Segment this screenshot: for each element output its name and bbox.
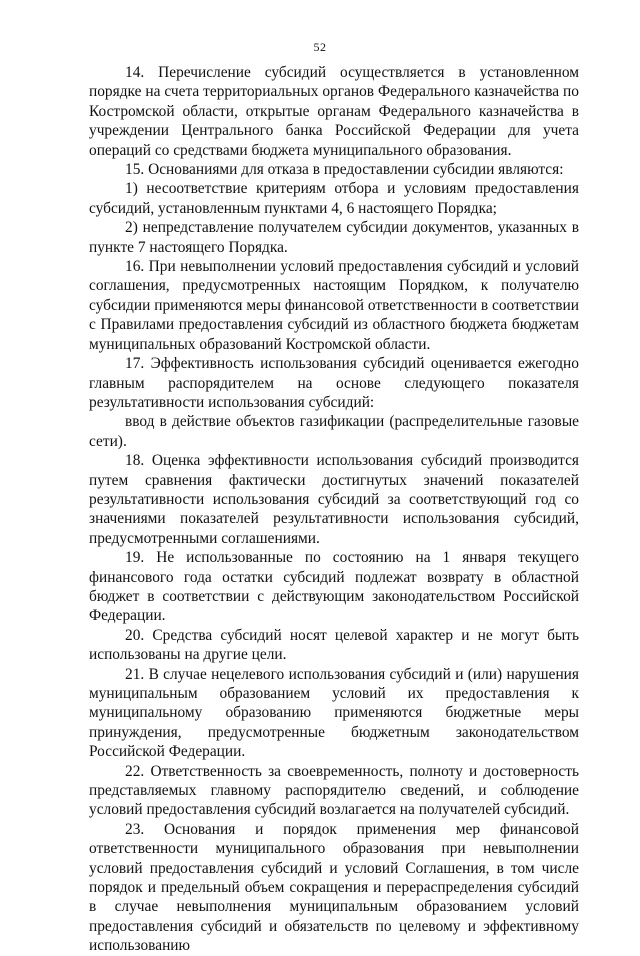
paragraph-15: 15. Основаниями для отказа в предоставлении субсидии являются: — [125, 161, 564, 179]
paragraph-19: 19. Не использованные по состоянию на 1 января текущего финансового года остатки субсидий подлежат возврату в областной бюджет в соответствии с действующим законодательством Российской Федерации. — [89, 549, 579, 625]
paragraph-20: 20. Средства субсидий носят целевой характер и не могут быть использованы на другие цели. — [89, 626, 579, 664]
paragraph-15-item-1: 1) несоответствие критериям отбора и условиям предоставления субсидий, установленным пунктами 4, 6 настоящего Порядка; — [89, 180, 579, 217]
paragraph-18: 18. Оценка эффективности использования субсидий производится путем сравнения фактически достигнутых значений показателей результативности использования субсидий за соответствующий год со значениями показателей результативности использования субсидий, предусмотренными соглашениями. — [89, 452, 579, 547]
paragraph-17-indicator: ввод в действие объектов газификации (распределительные газовые сети). — [89, 413, 579, 450]
paragraph-16: 16. При невыполнении условий предоставления субсидий и условий соглашения, предусмотренных настоящим Порядком, к получателю субсидии применяются меры финансовой ответственности в соответствии с Правилами предоставления субсидий из областного бюджета бюджетам муниципальных образований Костромской области. — [89, 258, 579, 353]
page-number: 52 — [313, 40, 327, 54]
paragraph-22: 22. Ответственность за своевременность, полноту и достоверность представляемых главному распорядителю сведений, и соблюдение условий предоставления субсидий возлагается на получателей субсидий. — [89, 762, 579, 819]
paragraph-14: 14. Перечисление субсидий осуществляется в установленном порядке на счета территориальных органов Федерального казначейства по Костромской области, открытые органам Федерального казначейства в учреждении Центрального банка Российской Федерации для учета операций со средствами бюджета муниципального образования. — [89, 64, 579, 159]
paragraph-17: 17. Эффективность использования субсидий оценивается ежегодно главным распорядителем на основе следующего показателя результативности использования субсидий: — [89, 355, 579, 411]
paragraph-15-item-2: 2) непредставление получателем субсидии документов, указанных в пункте 7 настоящего Порядка. — [89, 219, 579, 256]
document-body — [89, 63, 579, 956]
paragraph-21: 21. В случае нецелевого использования субсидий и (или) нарушения муниципальным образованием условий их предоставления к муниципальному образованию применяются бюджетные меры принуждения, предусмотренные бюджетным законодательством Российской Федерации. — [89, 665, 579, 761]
paragraph-23: 23. Основания и порядок применения мер финансовой ответственности муниципального образования при невыполнении условий предоставления субсидий и условий Соглашения, в том числе порядок и предельный объем сокращения и перераспределения субсидий в случае невыполнения муниципальным образованием условий предоставления субсидий и обязательств по целевому и эффективному использованию — [89, 820, 579, 955]
